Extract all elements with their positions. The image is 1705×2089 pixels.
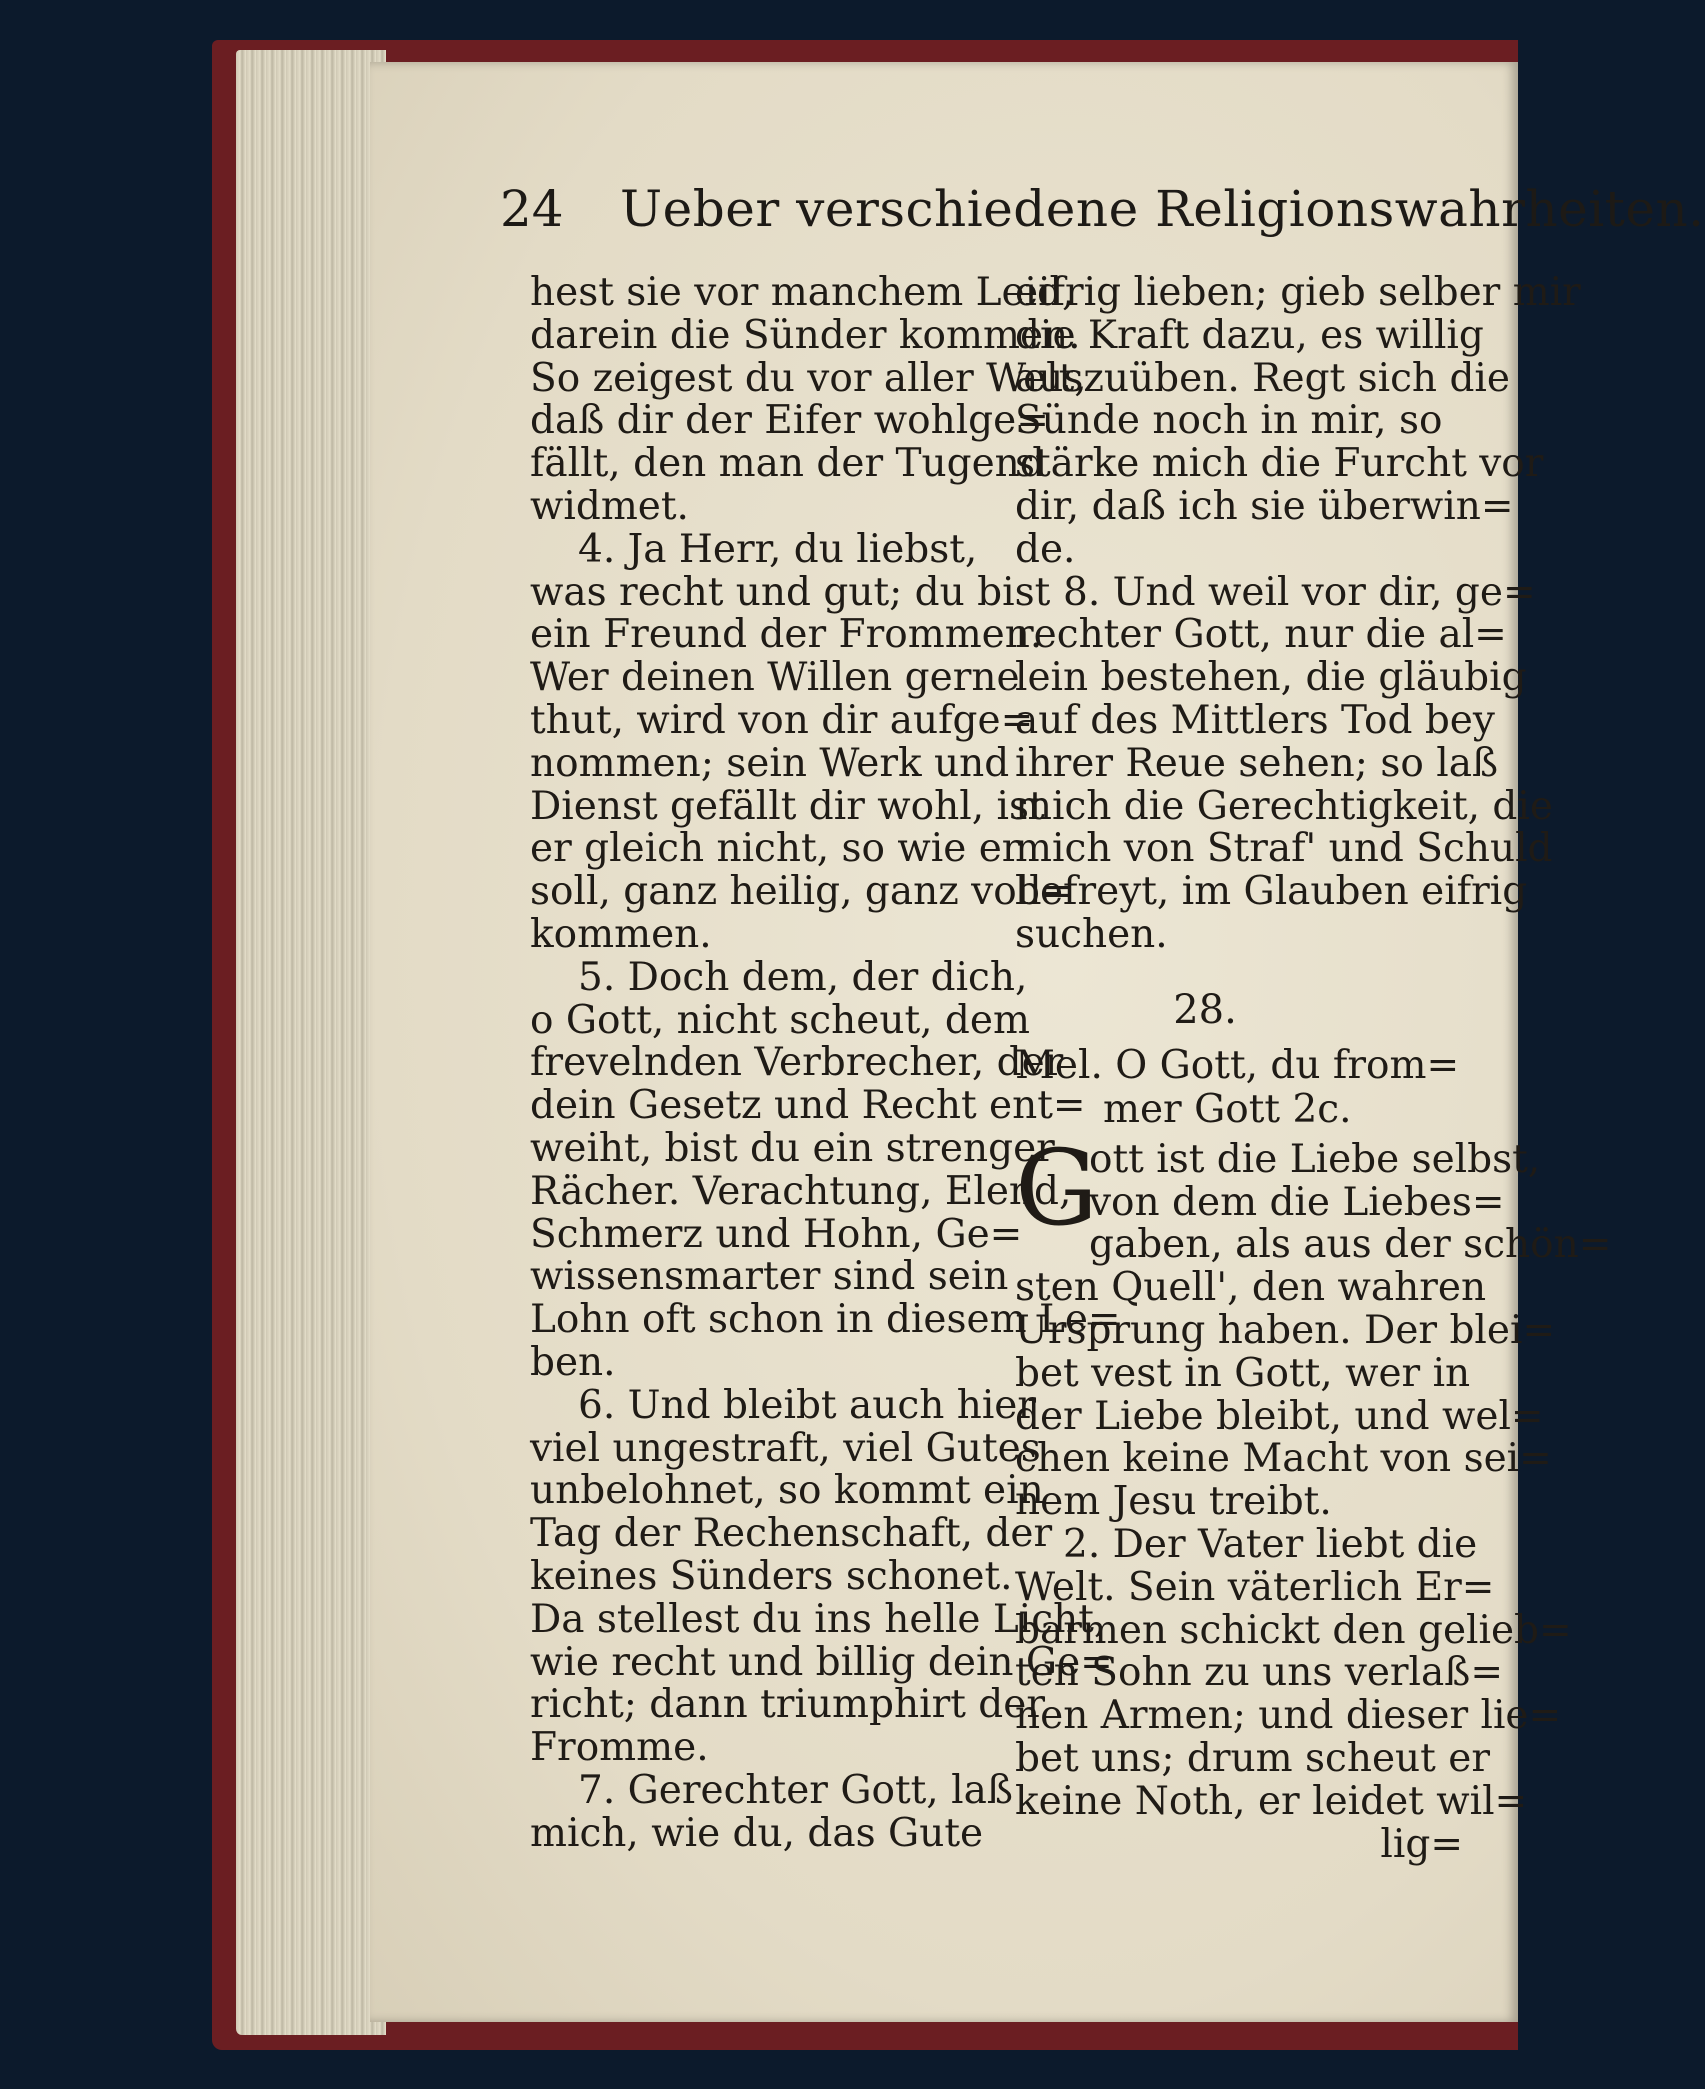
text-line: stärke mich die Furcht vor [1015, 441, 1544, 487]
text-line: nommen; sein Werk und [530, 740, 1010, 786]
text-line: thut, wird von dir aufge= [530, 697, 1034, 743]
text-line: kommen. [530, 911, 712, 957]
text-line: nen Armen; und dieser lie= [1015, 1693, 1562, 1739]
book-page [370, 62, 1705, 2022]
text-line: was recht und gut; du bist [530, 569, 1051, 615]
text-line: frevelnden Verbrecher, der [530, 1040, 1064, 1086]
text-line: Sünde noch in mir, so [1015, 398, 1443, 444]
text-line: ott ist die Liebe selbst, [1089, 1136, 1541, 1182]
text-line: dir, daß ich sie überwin= [1015, 483, 1514, 529]
verse-start: 7. Gerechter Gott, laß [578, 1767, 1013, 1813]
text-line: wie recht und billig dein Ge= [530, 1639, 1113, 1685]
page-edges [236, 50, 386, 2035]
text-line: nem Jesu treibt. [1015, 1479, 1332, 1525]
text-line: von dem die Liebes= [1089, 1179, 1505, 1225]
text-line: Schmerz und Hohn, Ge= [530, 1211, 1023, 1257]
text-line: Fromme. [530, 1725, 709, 1771]
text-line: ihrer Reue sehen; so laß [1015, 740, 1499, 786]
text-line: mich die Gerechtigkeit, die [1015, 783, 1553, 829]
text-line: gaben, als aus der schön= [1089, 1222, 1612, 1268]
text-line: o Gott, nicht scheut, dem [530, 997, 1030, 1043]
hymn-first-verse [1015, 1126, 1612, 1268]
text-line: suchen. [1015, 911, 1168, 957]
text-line: hest sie vor manchem Leid, [530, 270, 1075, 315]
hymn-number: 28. [1173, 986, 1237, 1033]
running-title: Ueber verschiedene Religionswahrheiten. [620, 180, 1705, 238]
text-line: eifrig lieben; gieb selber mir [1015, 270, 1581, 315]
running-head [500, 180, 1705, 260]
melody-line: mer Gott 2c. [1103, 1086, 1352, 1132]
text-line: dein Gesetz und Recht ent= [530, 1083, 1086, 1129]
text-line: rechter Gott, nur die al= [1015, 612, 1507, 658]
verse-start: 6. Und bleibt auch hier [578, 1382, 1037, 1428]
text-line: soll, ganz heilig, ganz voll= [530, 869, 1075, 915]
text-line: Da stellest du ins helle Licht, [530, 1596, 1107, 1642]
text-line: unbelohnet, so kommt ein [530, 1468, 1044, 1514]
text-line: daß dir der Eifer wohlge= [530, 398, 1049, 444]
text-line: ten Sohn zu uns verlaß= [1015, 1650, 1504, 1696]
melody-line: Mel. O Gott, du from= [1015, 1042, 1460, 1088]
text-line: lein bestehen, die gläubig [1015, 655, 1527, 701]
text-line: er gleich nicht, so wie er [530, 826, 1021, 872]
text-line: Ursprung haben. Der blei= [1015, 1307, 1556, 1353]
text-line: So zeigest du vor aller Welt, [530, 355, 1087, 401]
text-line: wissensmarter sind sein [530, 1254, 1009, 1300]
text-line: keine Noth, er leidet wil= [1015, 1778, 1528, 1824]
text-line: barmen schickt den gelieb= [1015, 1607, 1572, 1653]
text-line: die Kraft dazu, es willig [1015, 312, 1484, 358]
text-line: Rächer. Verachtung, Elend, [530, 1168, 1072, 1214]
text-line: viel ungestraft, viel Gutes [530, 1425, 1041, 1471]
text-line: ben. [530, 1339, 616, 1385]
text-line: richt; dann triumphirt der [530, 1682, 1045, 1728]
text-line: mich, wie du, das Gute [530, 1810, 984, 1856]
text-line: fällt, den man der Tugend [530, 441, 1045, 487]
drop-cap: G [1015, 1126, 1099, 1249]
text-line: der Liebe bleibt, und wel= [1015, 1393, 1544, 1439]
text-line: Tag der Rechenschaft, der [530, 1511, 1053, 1557]
text-line: Dienst gefällt dir wohl, ist [530, 783, 1045, 829]
verse-start: 2. Der Vater liebt die [1063, 1521, 1478, 1567]
catchword: lig= [1380, 1821, 1463, 1867]
text-line: chen keine Macht von sei= [1015, 1436, 1552, 1482]
text-line: auf des Mittlers Tod bey [1015, 697, 1495, 743]
text-line: darein die Sünder kommen. [530, 312, 1081, 358]
text-line: bet uns; drum scheut er [1015, 1735, 1490, 1781]
text-line: sten Quell', den wahren [1015, 1265, 1487, 1311]
text-line: auszuüben. Regt sich die [1015, 355, 1510, 401]
text-line: de. [1015, 526, 1076, 572]
text-line: Welt. Sein väterlich Er= [1015, 1564, 1495, 1610]
verse-start: 8. Und weil vor dir, ge= [1063, 569, 1536, 615]
verse-start: 5. Doch dem, der dich, [578, 954, 1028, 1000]
text-line: keines Sünders schonet. [530, 1553, 1013, 1599]
text-line: mich von Straf' und Schuld [1015, 826, 1553, 872]
page-number: 24 [500, 180, 564, 238]
text-line: Lohn oft schon in diesem Le= [530, 1297, 1121, 1343]
text-line: befreyt, im Glauben eifrig [1015, 869, 1528, 915]
text-line: bet vest in Gott, wer in [1015, 1350, 1471, 1396]
verse-start: 4. Ja Herr, du liebst, [578, 526, 978, 572]
text-line: widmet. [530, 483, 689, 529]
text-line: weiht, bist du ein strenger [530, 1125, 1055, 1171]
right-column [1015, 270, 1612, 1867]
text-line: Wer deinen Willen gerne [530, 655, 1020, 701]
text-line: ein Freund der Frommen. [530, 612, 1043, 658]
